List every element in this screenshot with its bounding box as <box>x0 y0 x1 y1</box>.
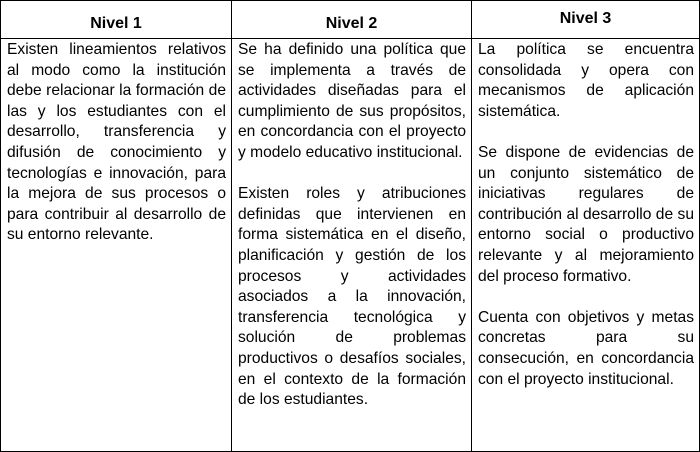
content-row <box>1 39 700 452</box>
header-row <box>1 1 700 39</box>
nivel-2-paragraph-1: Se ha definido una política que se implementa a través de actividades diseñadas para el cumplimiento de sus propósitos, en concordancia con el proyecto y modelo educativo institucional. <box>238 41 466 161</box>
header-nivel-1 <box>1 1 232 39</box>
header-nivel-2-label: Nivel 2 <box>325 15 378 32</box>
nivel-3-paragraph-1: La política se encuentra consolidada y opera con mecanismos de aplicación sistemática. <box>478 41 694 120</box>
nivel-3-paragraph-3: Cuenta con objetivos y metas concretas para su consecución, en concordancia con el proyecto institucional. <box>478 308 694 388</box>
header-nivel-3 <box>472 1 700 39</box>
cell-nivel-3 <box>472 39 700 452</box>
header-nivel-3-label: Nivel 3 <box>559 10 612 27</box>
cell-nivel-1 <box>1 39 232 452</box>
nivel-1-paragraph-1: Existen lineamientos relativos al modo como la institución debe relacionar la formación de las y los estudiantes con el desarrollo, transferencia y difusión de conocimiento y tecnologías e innovación, para la mejora de sus procesos o para contribuir al desarrollo de su entorno relevante. <box>7 41 226 244</box>
cell-nivel-2 <box>232 39 472 452</box>
nivel-2-paragraph-2: Existen roles y atribuciones definidas que intervienen en forma sistemática en el diseño, planificación y gestión de los procesos y actividades asociados a la innovación, transferencia tecnológica y solución de problemas productivos o desafíos sociales, en el contexto de la formación de los estudiantes. <box>238 185 466 409</box>
nivel-3-paragraph-2: Se dispone de evidencias de un conjunto sistemático de iniciativas regulares de contribución al desarrollo de su entorno social o productivo relevante y al mejoramiento del proceso formativo. <box>478 143 694 285</box>
header-nivel-2 <box>232 1 472 39</box>
header-nivel-1-label: Nivel 1 <box>90 15 142 32</box>
